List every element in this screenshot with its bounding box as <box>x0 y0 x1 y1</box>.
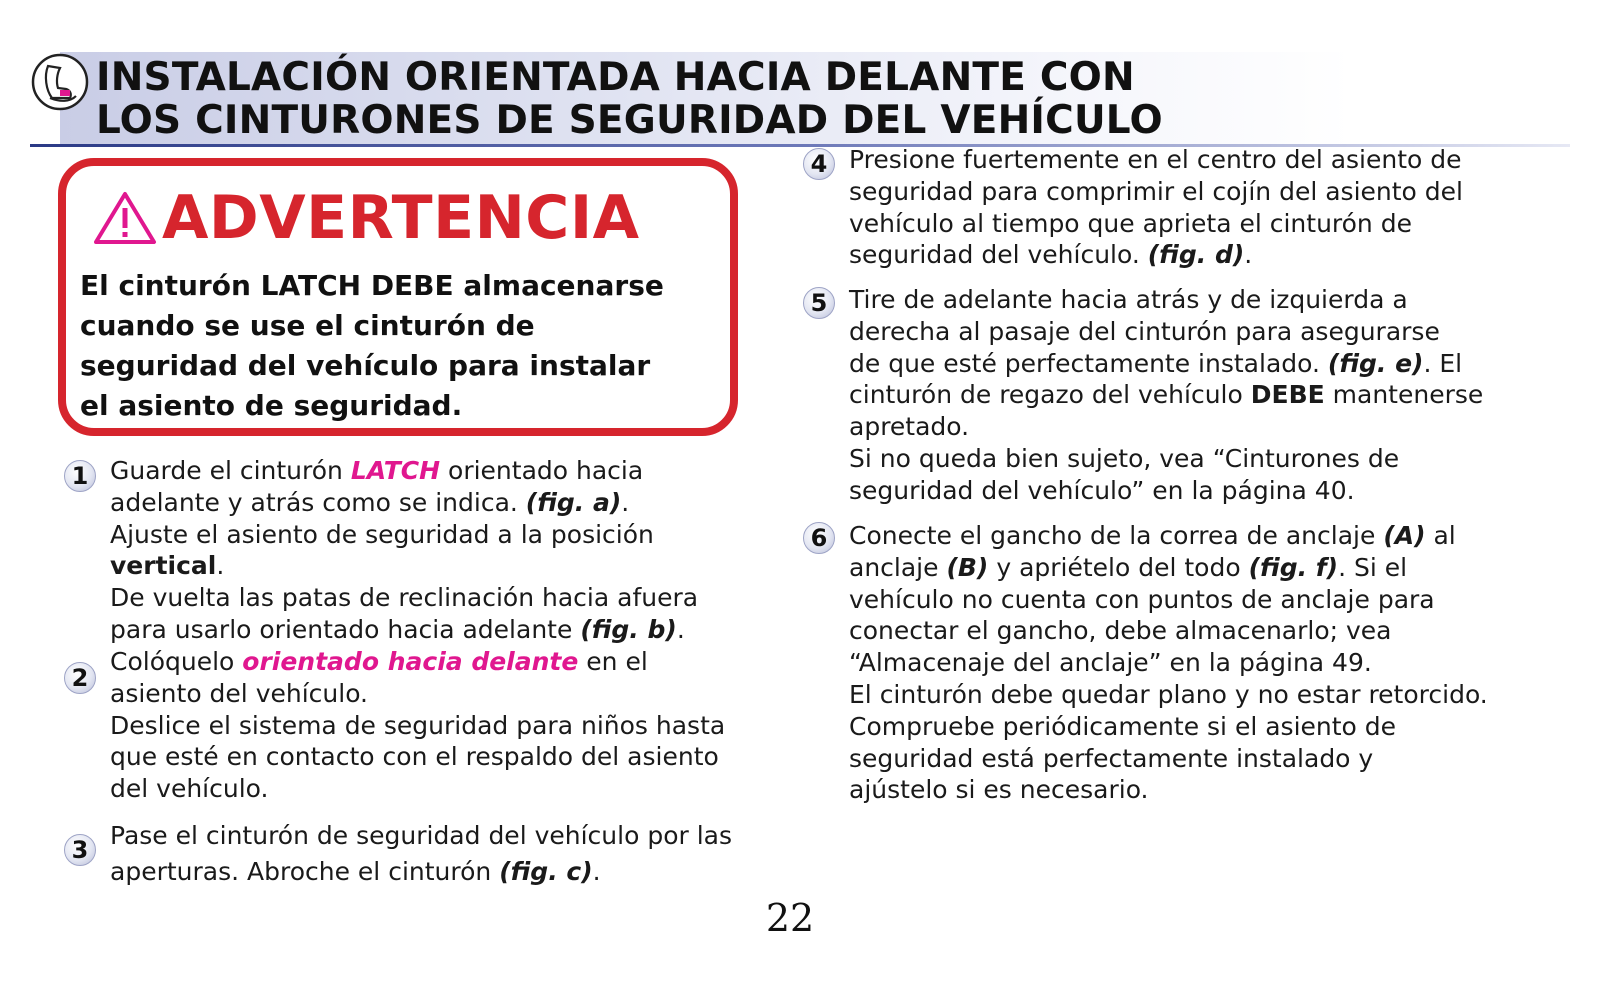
step-text: . <box>676 614 685 644</box>
step-text: seguridad está perfectamente instalado y <box>849 743 1374 773</box>
fig-ref: (fig. b) <box>580 614 677 644</box>
step-5 <box>849 284 1483 507</box>
warning-title: ADVERTENCIA <box>162 183 640 253</box>
latch-highlight: LATCH <box>350 456 441 485</box>
warning-line: seguridad del vehículo para instalar <box>80 349 651 382</box>
step-text: derecha al pasaje del cinturón para asegurarse <box>849 316 1440 346</box>
step-text: asiento del vehículo. <box>110 678 369 708</box>
step-text: . <box>1244 240 1253 270</box>
warning-line: cuando se use el cinturón de <box>80 309 535 342</box>
warning-text <box>80 266 730 426</box>
step-text: adelante y atrás como se indica. <box>110 487 526 517</box>
step-text: . El <box>1423 348 1463 378</box>
step-text: Pase el cinturón de seguridad del vehículo por las <box>110 821 733 850</box>
step-text: Compruebe periódicamente si el asiento de <box>849 711 1397 741</box>
page-title-line-1: INSTALACIÓN ORIENTADA HACIA DELANTE CON <box>96 55 1135 100</box>
step-text: Conecte el gancho de la correa de anclaje <box>849 521 1384 550</box>
step-text: . <box>216 551 225 581</box>
fig-ref: (fig. d) <box>1147 240 1245 270</box>
fig-ref: (fig. a) <box>525 487 622 517</box>
step-2 <box>110 646 725 805</box>
fig-ref: (fig. c) <box>499 857 593 886</box>
step-text: anclaje <box>849 552 947 582</box>
step-text: orientado hacia <box>440 456 644 485</box>
step-text: ajústelo si es necesario. <box>849 775 1149 805</box>
step-number-2: 2 <box>64 662 96 694</box>
step-3 <box>110 818 732 890</box>
warning-triangle-icon <box>92 190 158 246</box>
step-text: . Si el <box>1338 552 1408 582</box>
step-text: en el <box>578 647 648 676</box>
step-text: mantenerse <box>1324 380 1484 410</box>
step-6 <box>849 520 1488 806</box>
warning-line: El cinturón LATCH DEBE almacenarse <box>80 269 664 302</box>
step-text: “Almacenaje del anclaje” en la página 49. <box>849 648 1372 678</box>
warning-heading <box>92 180 640 256</box>
step-text: vehículo no cuenta con puntos de anclaje para <box>849 584 1435 614</box>
anchor-ref: (B) <box>946 552 989 582</box>
step-4 <box>849 144 1463 271</box>
step-text: . <box>621 487 630 517</box>
fig-ref: (fig. e) <box>1327 348 1424 378</box>
step-text: vehículo al tiempo que aprieta el cinturón de <box>849 208 1412 238</box>
step-text: al <box>1425 521 1456 550</box>
step-number-5: 5 <box>803 287 835 319</box>
step-text: seguridad para comprimir el cojín del asiento del <box>849 176 1463 206</box>
step-text: De vuelta las patas de reclinación hacia afuera <box>110 583 699 613</box>
step-text: Guarde el cinturón <box>110 456 351 485</box>
step-text: Ajuste el asiento de seguridad a la posición <box>110 519 654 549</box>
step-text: cinturón de regazo del vehículo <box>849 380 1251 410</box>
step-text: apretado. <box>849 412 970 442</box>
page-title <box>96 56 1163 142</box>
orientation-highlight: orientado hacia delante <box>242 647 579 676</box>
anchor-ref: (A) <box>1383 521 1426 550</box>
step-text: conectar el gancho, debe almacenarlo; vea <box>849 616 1392 646</box>
step-text: seguridad del vehículo” en la página 40. <box>849 475 1355 505</box>
page-title-line-2: LOS CINTURONES DE SEGURIDAD DEL VEHÍCULO <box>96 98 1163 143</box>
step-text: de que esté perfectamente instalado. <box>849 348 1328 378</box>
step-text: seguridad del vehículo. <box>849 240 1148 270</box>
step-text-bold: vertical <box>110 551 217 581</box>
step-number-1: 1 <box>64 460 96 492</box>
step-text: para usarlo orientado hacia adelante <box>110 614 581 644</box>
fig-ref: (fig. f) <box>1248 552 1339 582</box>
warning-line: el asiento de seguridad. <box>80 389 463 422</box>
page-number: 22 <box>765 896 815 940</box>
step-text: del vehículo. <box>110 774 269 804</box>
step-text: Tire de adelante hacia atrás y de izquierda a <box>849 285 1408 314</box>
step-text: y apriételo del todo <box>988 552 1249 582</box>
step-1 <box>110 455 698 646</box>
step-number-3: 3 <box>64 834 96 866</box>
step-number-6: 6 <box>803 522 835 554</box>
step-text: Colóquelo <box>110 647 243 676</box>
step-text: Presione fuertemente en el centro del asiento de <box>849 145 1462 174</box>
step-text: Si no queda bien sujeto, vea “Cinturones de <box>849 443 1400 473</box>
step-number-4: 4 <box>803 148 835 180</box>
step-text-bold: DEBE <box>1250 380 1325 410</box>
step-text: aperturas. Abroche el cinturón <box>110 857 500 886</box>
step-text: El cinturón debe quedar plano y no estar retorcido. <box>849 679 1488 709</box>
step-text: que esté en contacto con el respaldo del asiento <box>110 742 719 772</box>
car-seat-icon <box>30 52 90 112</box>
step-text: . <box>592 857 601 886</box>
step-text: Deslice el sistema de seguridad para niños hasta <box>110 710 726 740</box>
